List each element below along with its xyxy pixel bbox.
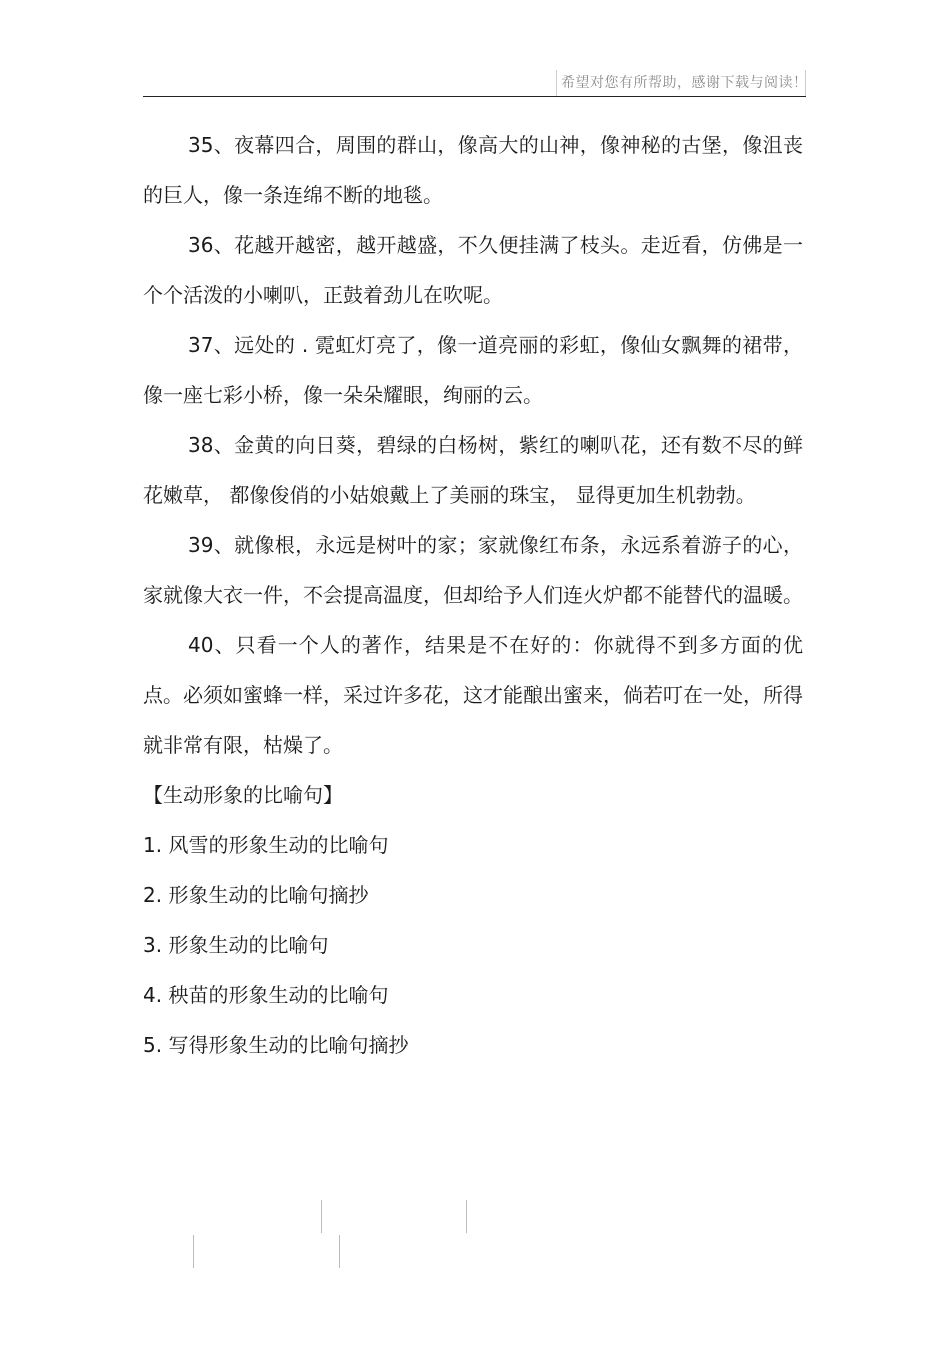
list-item: 1. 风雪的形象生动的比喻句	[143, 833, 389, 857]
header-note: 希望对您有所帮助，感谢下载与阅读！	[556, 70, 806, 96]
footer-mark	[321, 1200, 322, 1233]
footer-mark	[466, 1200, 467, 1233]
paragraph-39: 39、就像根，永远是树叶的家；家就像红布条，永远系着游子的心，家就像大衣一件，不会提高温度，但却给予人们连火炉都不能替代的温暖。	[143, 533, 803, 607]
list-item: 5. 写得形象生动的比喻句摘抄	[143, 1033, 409, 1057]
list-item: 3. 形象生动的比喻句	[143, 933, 329, 957]
paragraph-35: 35、夜幕四合，周围的群山，像高大的山神，像神秘的古堡，像沮丧的巨人，像一条连绵不断的地毯。	[143, 133, 803, 207]
footer-mark	[193, 1235, 194, 1268]
list-item: 4. 秧苗的形象生动的比喻句	[143, 983, 389, 1007]
section-heading: 【生动形象的比喻句】	[143, 783, 343, 807]
footer-mark	[339, 1235, 340, 1268]
document-body	[143, 120, 803, 1070]
paragraph-40: 40、只看一个人的著作，结果是不在好的：你就得不到多方面的优点。必须如蜜蜂一样，采过许多花，这才能酿出蜜来，倘若叮在一处，所得就非常有限，枯燥了。	[143, 633, 803, 757]
list-item: 2. 形象生动的比喻句摘抄	[143, 883, 369, 907]
paragraph-36: 36、花越开越密，越开越盛，不久便挂满了枝头。走近看，仿佛是一个个活泼的小喇叭，正鼓着劲儿在吹呢。	[143, 233, 803, 307]
header-divider	[143, 96, 806, 97]
paragraph-37: 37、远处的 . 霓虹灯亮了，像一道亮丽的彩虹，像仙女飘舞的裙带，像一座七彩小桥，像一朵朵耀眼，绚丽的云。	[143, 333, 803, 407]
paragraph-38: 38、金黄的向日葵，碧绿的白杨树，紫红的喇叭花，还有数不尽的鲜花嫩草， 都像俊俏的小姑娘戴上了美丽的珠宝， 显得更加生机勃勃。	[143, 433, 803, 507]
